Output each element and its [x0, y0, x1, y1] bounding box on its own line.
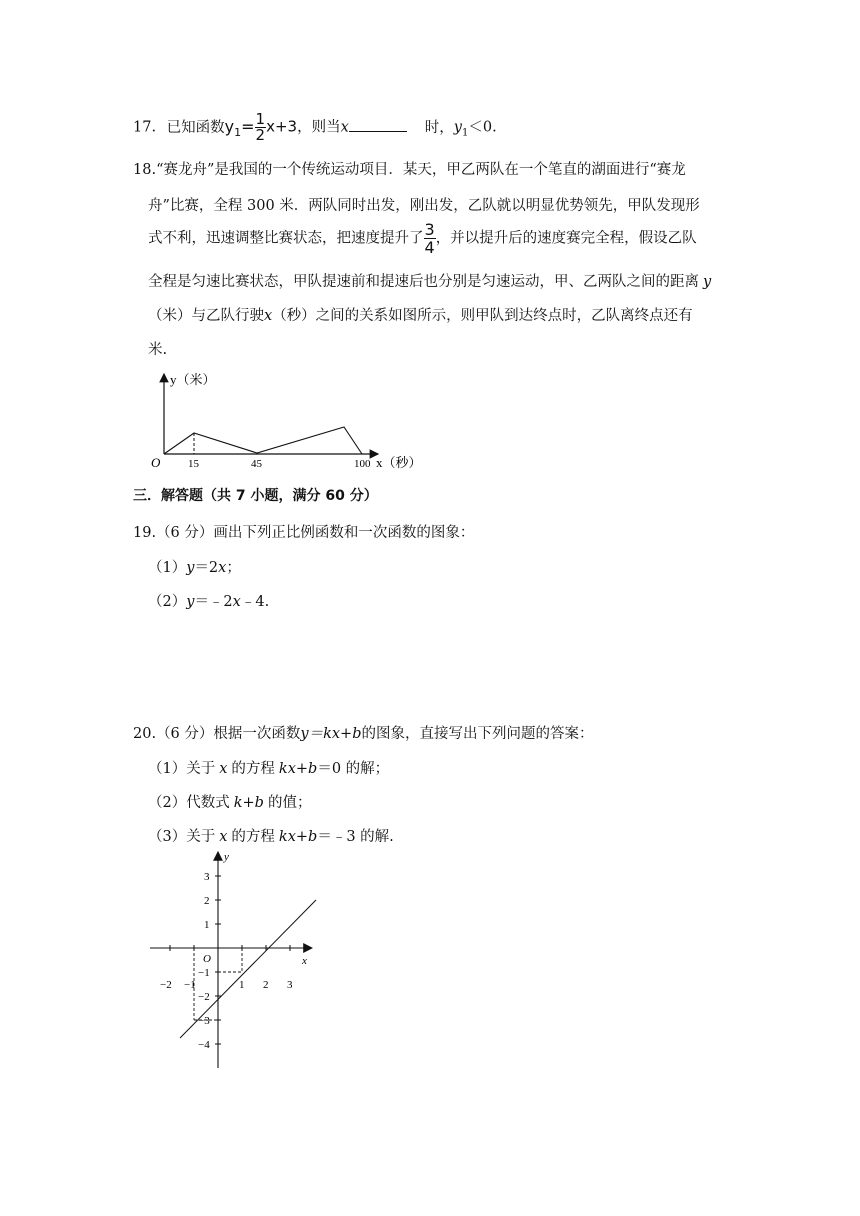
x-tick-2: 2 — [263, 979, 269, 991]
x-axis-label: x — [302, 955, 307, 967]
question-20-part-2: （2）代数式 k+b 的值； — [148, 795, 312, 811]
x-tick-3: 3 — [287, 979, 293, 991]
y-tick-3: 3 — [204, 871, 210, 883]
x-axis-label: x（秒） — [376, 455, 422, 470]
answer-blank[interactable] — [349, 119, 407, 132]
y-tick-1: 1 — [204, 919, 210, 931]
question-18-line-4: 全程是匀速比赛状态，甲队提速前和提速后也分别是匀速运动，甲、乙两队之间的距离 y — [148, 274, 712, 290]
question-18-line-2: 舟”比赛，全程 300 米．两队同时出发，刚出发，乙队就以明显优势领先，甲队发现形 — [148, 198, 700, 214]
x-tick-neg1: −1 — [184, 979, 196, 991]
origin-label: O — [203, 953, 211, 965]
section-title: 三．解答题（共 7 小题，满分 60 分） — [133, 488, 378, 504]
question-20-part-1: （1）关于 x 的方程 kx+b＝0 的解； — [148, 761, 390, 777]
question-20-part-3: （3）关于 x 的方程 kx+b＝﹣3 的解. — [148, 829, 394, 845]
question-18-line-5: （米）与乙队行驶x（秒）之间的关系如图所示，则甲队到达终点时，乙队离终点还有 — [148, 308, 693, 324]
question-19-stem: 19.（6 分）画出下列正比例函数和一次函数的图象： — [133, 525, 475, 541]
x-tick-neg2: −2 — [160, 979, 172, 991]
y-tick-neg4: −4 — [198, 1039, 210, 1051]
question-17: 17. 已知函数$y_1=$ $\frac{1}{2}$ x+3，则当x 时，$y_1<0$. — [133, 110, 497, 144]
question-19-part-2: （2）y＝﹣2x﹣4. — [148, 594, 270, 610]
race-distance-graph — [140, 368, 430, 473]
question-18-line-6: 米. — [148, 342, 168, 358]
linear-function-graph — [140, 848, 330, 1073]
fraction-three-quarters: $\frac{3}{4}$ — [424, 220, 435, 257]
question-number: 19. — [133, 525, 157, 541]
question-18-line-1: 18.“赛龙舟”是我国的一个传统运动项目．某天，甲乙两队在一个笔直的湖面进行“赛龙 — [133, 162, 686, 178]
question-19-part-1: （1）y＝2x； — [148, 560, 241, 576]
x-tick-15: 15 — [188, 458, 199, 470]
fraction-one-half: $\frac{1}{2}$ — [255, 110, 266, 144]
origin-label: O — [151, 455, 161, 470]
x-tick-45: 45 — [251, 458, 262, 470]
question-18-line-3: 式不利，迅速调整比赛状态，把速度提升了 $\frac{3}{4}$ ，并以提升后的速度赛完全程，假设乙队 — [148, 220, 697, 257]
y-tick-neg2: −2 — [198, 991, 210, 1003]
question-number: 20. — [133, 726, 157, 742]
question-20-stem: 20.（6 分）根据一次函数y＝kx+b的图象，直接写出下列问题的答案： — [133, 726, 594, 742]
x-tick-1: 1 — [239, 979, 245, 991]
question-number: 18. — [133, 162, 157, 178]
x-tick-100: 100 — [354, 458, 371, 470]
y-tick-neg1: −1 — [198, 967, 210, 979]
y-axis-label: y（米） — [170, 372, 216, 387]
y-tick-neg3: −3 — [198, 1015, 210, 1027]
y-tick-2: 2 — [204, 895, 210, 907]
y-axis-label: y — [224, 851, 229, 863]
question-number: 17. — [133, 119, 157, 136]
